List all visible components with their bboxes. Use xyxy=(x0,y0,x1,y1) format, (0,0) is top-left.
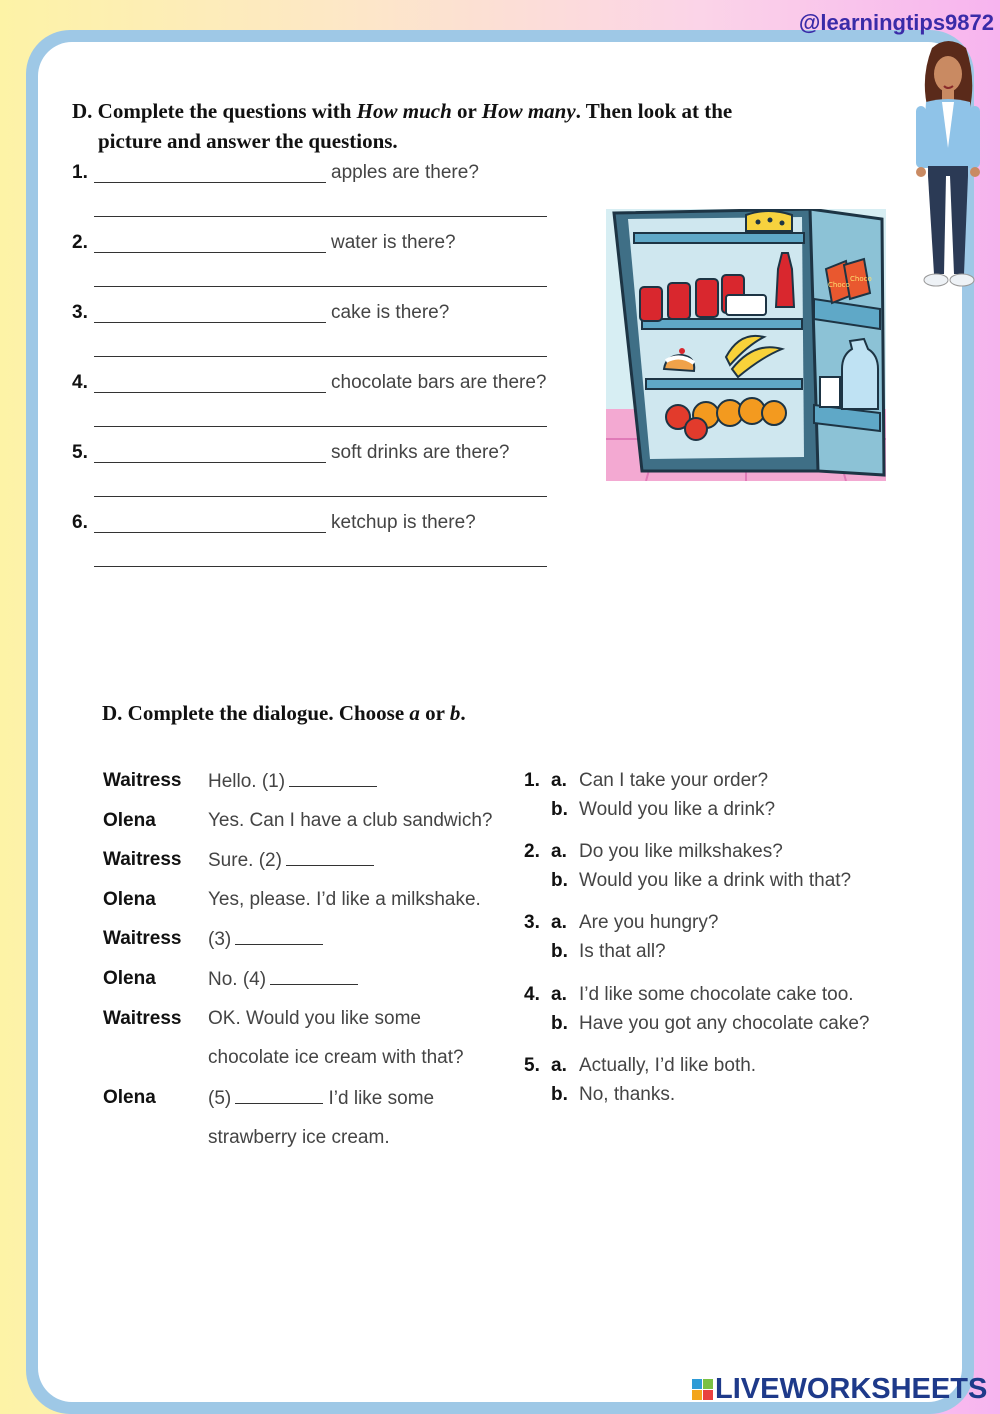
dialogue-blank[interactable] xyxy=(235,1087,323,1104)
option-b[interactable]: No, thanks. xyxy=(579,1084,676,1105)
question-blank[interactable] xyxy=(94,252,326,253)
option-a[interactable]: I’d like some chocolate cake too. xyxy=(579,984,854,1005)
section2-heading: D. Complete the dialogue. Choose a or b. xyxy=(102,701,466,725)
question-number: 2. xyxy=(72,232,88,253)
option-b[interactable]: Would you like a drink with that? xyxy=(579,870,852,891)
option-letter-a: a. xyxy=(551,770,567,791)
option-b[interactable]: Would you like a drink? xyxy=(579,799,776,820)
option-letter-a: a. xyxy=(551,841,567,862)
option-letter-a: a. xyxy=(551,1055,567,1076)
choco-bar-label: Choco xyxy=(850,275,872,283)
option-letter-b: b. xyxy=(551,941,568,962)
section1-heading: D. Complete the questions with How much or How many. Then look at the xyxy=(72,99,733,123)
fridge-picture xyxy=(606,209,886,481)
answer-line[interactable] xyxy=(94,426,547,427)
dialogue-blank[interactable] xyxy=(289,770,377,787)
option-number: 1. xyxy=(524,770,540,791)
question-blank[interactable] xyxy=(94,462,326,463)
option-number: 3. xyxy=(524,912,540,933)
dialogue-line: No. (4) xyxy=(208,968,358,991)
option-b[interactable]: Have you got any chocolate cake? xyxy=(579,1013,870,1034)
dialogue-line: (5) I’d like some xyxy=(208,1088,435,1109)
option-letter-a: a. xyxy=(551,912,567,933)
dialogue-line: strawberry ice cream. xyxy=(208,1127,390,1148)
dialogue-line: OK. Would you like some xyxy=(208,1008,421,1029)
speaker-name: Waitress xyxy=(103,928,182,949)
answer-line[interactable] xyxy=(94,286,547,287)
dialogue-blank[interactable] xyxy=(235,928,323,945)
question-text: cake is there? xyxy=(331,302,450,323)
option-letter-b: b. xyxy=(551,1084,568,1105)
option-letter-b: b. xyxy=(551,870,568,891)
question-text: apples are there? xyxy=(331,162,479,183)
option-letter-b: b. xyxy=(551,1013,568,1034)
liveworksheets-logo-text: LIVEWORKSHEETS xyxy=(715,1372,988,1405)
dialogue-line: Hello. (1) xyxy=(208,770,377,793)
speaker-name: Olena xyxy=(103,1087,156,1108)
option-a[interactable]: Can I take your order? xyxy=(579,770,769,791)
answer-line[interactable] xyxy=(94,356,547,357)
option-a[interactable]: Actually, I’d like both. xyxy=(579,1055,757,1076)
question-number: 4. xyxy=(72,372,88,393)
speaker-name: Waitress xyxy=(103,770,182,791)
dialogue-line: (3) xyxy=(208,928,323,951)
question-text: soft drinks are there? xyxy=(331,442,510,463)
option-number: 2. xyxy=(524,841,540,862)
option-b[interactable]: Is that all? xyxy=(579,941,666,962)
dialogue-blank[interactable] xyxy=(270,968,358,985)
speaker-name: Olena xyxy=(103,968,156,989)
dialogue-line: Yes. Can I have a club sandwich? xyxy=(208,810,493,831)
question-text: ketchup is there? xyxy=(331,512,476,533)
answer-line[interactable] xyxy=(94,566,547,567)
speaker-name: Waitress xyxy=(103,849,182,870)
question-number: 5. xyxy=(72,442,88,463)
answer-line[interactable] xyxy=(94,496,547,497)
question-number: 6. xyxy=(72,512,88,533)
liveworksheets-logo[interactable] xyxy=(692,1374,987,1404)
choco-bar-label: Choco xyxy=(828,281,850,289)
option-number: 5. xyxy=(524,1055,540,1076)
speaker-name: Olena xyxy=(103,889,156,910)
speaker-name: Olena xyxy=(103,810,156,831)
watermark-handle: @learningtips9872 xyxy=(798,10,994,35)
option-a[interactable]: Are you hungry? xyxy=(579,912,719,933)
girl-illustration xyxy=(906,38,990,294)
question-text: chocolate bars are there? xyxy=(331,372,547,393)
question-blank[interactable] xyxy=(94,182,326,183)
question-text: water is there? xyxy=(331,232,456,253)
dialogue-line: Sure. (2) xyxy=(208,849,374,872)
answer-line[interactable] xyxy=(94,216,547,217)
question-number: 3. xyxy=(72,302,88,323)
liveworksheets-logo-icon xyxy=(692,1379,713,1400)
dialogue-blank[interactable] xyxy=(286,849,374,866)
option-letter-b: b. xyxy=(551,799,568,820)
question-blank[interactable] xyxy=(94,392,326,393)
dialogue-line: Yes, please. I’d like a milkshake. xyxy=(208,889,481,910)
question-blank[interactable] xyxy=(94,322,326,323)
option-number: 4. xyxy=(524,984,540,1005)
dialogue-line: chocolate ice cream with that? xyxy=(208,1047,464,1068)
section1-heading-line2: picture and answer the questions. xyxy=(98,129,398,153)
question-blank[interactable] xyxy=(94,532,326,533)
question-number: 1. xyxy=(72,162,88,183)
option-a[interactable]: Do you like milkshakes? xyxy=(579,841,783,862)
option-letter-a: a. xyxy=(551,984,567,1005)
speaker-name: Waitress xyxy=(103,1008,182,1029)
